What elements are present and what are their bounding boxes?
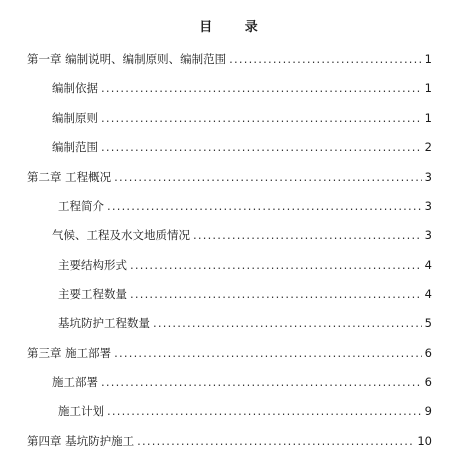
toc-entry-page: 4 bbox=[424, 258, 432, 272]
toc-title: 目 录 bbox=[199, 20, 272, 35]
toc-entry-label: 施工计划 bbox=[58, 404, 104, 418]
toc-entry-page: 4 bbox=[424, 287, 432, 301]
toc-entry-label: 第一章 编制说明、编制原则、编制范围 bbox=[27, 52, 227, 66]
toc-entry-page: 1 bbox=[424, 111, 432, 125]
toc-entry-label: 主要工程数量 bbox=[58, 287, 127, 301]
toc-entry-page: 3 bbox=[424, 170, 432, 184]
toc-entry[interactable] bbox=[27, 346, 432, 360]
toc-leader-dots bbox=[107, 404, 422, 418]
toc-entry-label: 气候、工程及水文地质情况 bbox=[52, 228, 190, 242]
toc-entry[interactable] bbox=[58, 287, 432, 301]
toc-entry[interactable] bbox=[27, 52, 432, 66]
toc-entry-label: 编制依据 bbox=[52, 81, 98, 95]
toc-leader-dots bbox=[153, 316, 422, 330]
toc-entry-page: 3 bbox=[424, 199, 432, 213]
toc-entry-page: 5 bbox=[424, 316, 432, 330]
toc-entry-page: 3 bbox=[424, 228, 432, 242]
toc-leader-dots bbox=[101, 375, 422, 389]
toc-leader-dots bbox=[114, 346, 422, 360]
toc-entry-label: 编制原则 bbox=[52, 111, 98, 125]
toc-entry-label: 施工部署 bbox=[52, 375, 98, 389]
toc-leader-dots bbox=[101, 111, 422, 125]
toc-entry-label: 编制范围 bbox=[52, 140, 98, 154]
toc-entry[interactable] bbox=[27, 434, 432, 448]
toc-entry-label: 基坑防护工程数量 bbox=[58, 316, 150, 330]
toc-entry-page: 1 bbox=[424, 81, 432, 95]
toc-leader-dots bbox=[101, 140, 422, 154]
toc-entry-label: 工程简介 bbox=[58, 199, 104, 213]
toc-entry-label: 第四章 基坑防护施工 bbox=[27, 434, 135, 448]
toc-entry-label: 第二章 工程概况 bbox=[27, 170, 112, 184]
toc-entry-page: 2 bbox=[424, 140, 432, 154]
toc-leader-dots bbox=[137, 434, 414, 448]
toc-entry[interactable] bbox=[27, 170, 432, 184]
toc-leader-dots bbox=[107, 199, 422, 213]
toc-leader-dots bbox=[130, 287, 422, 301]
toc-entry[interactable] bbox=[58, 258, 432, 272]
toc-entry-page: 9 bbox=[424, 404, 432, 418]
toc-entry-page: 6 bbox=[424, 375, 432, 389]
toc-entry[interactable] bbox=[58, 316, 432, 330]
toc-entry-label: 第三章 施工部署 bbox=[27, 346, 112, 360]
toc-entry-page: 10 bbox=[417, 434, 432, 448]
toc-entry-page: 1 bbox=[424, 52, 432, 66]
toc-entry[interactable] bbox=[52, 140, 432, 154]
toc-leader-dots bbox=[114, 170, 422, 184]
toc-leader-dots bbox=[193, 228, 422, 242]
toc-entry[interactable] bbox=[52, 111, 432, 125]
toc-entry[interactable] bbox=[52, 375, 432, 389]
toc-leader-dots bbox=[130, 258, 422, 272]
toc-entry[interactable] bbox=[52, 228, 432, 242]
toc-entry-label: 主要结构形式 bbox=[58, 258, 127, 272]
toc-entry[interactable] bbox=[58, 199, 432, 213]
toc-entry[interactable] bbox=[52, 81, 432, 95]
toc-leader-dots bbox=[101, 81, 422, 95]
toc-entry[interactable] bbox=[58, 404, 432, 418]
toc-leader-dots bbox=[229, 52, 422, 66]
toc-entry-page: 6 bbox=[424, 346, 432, 360]
